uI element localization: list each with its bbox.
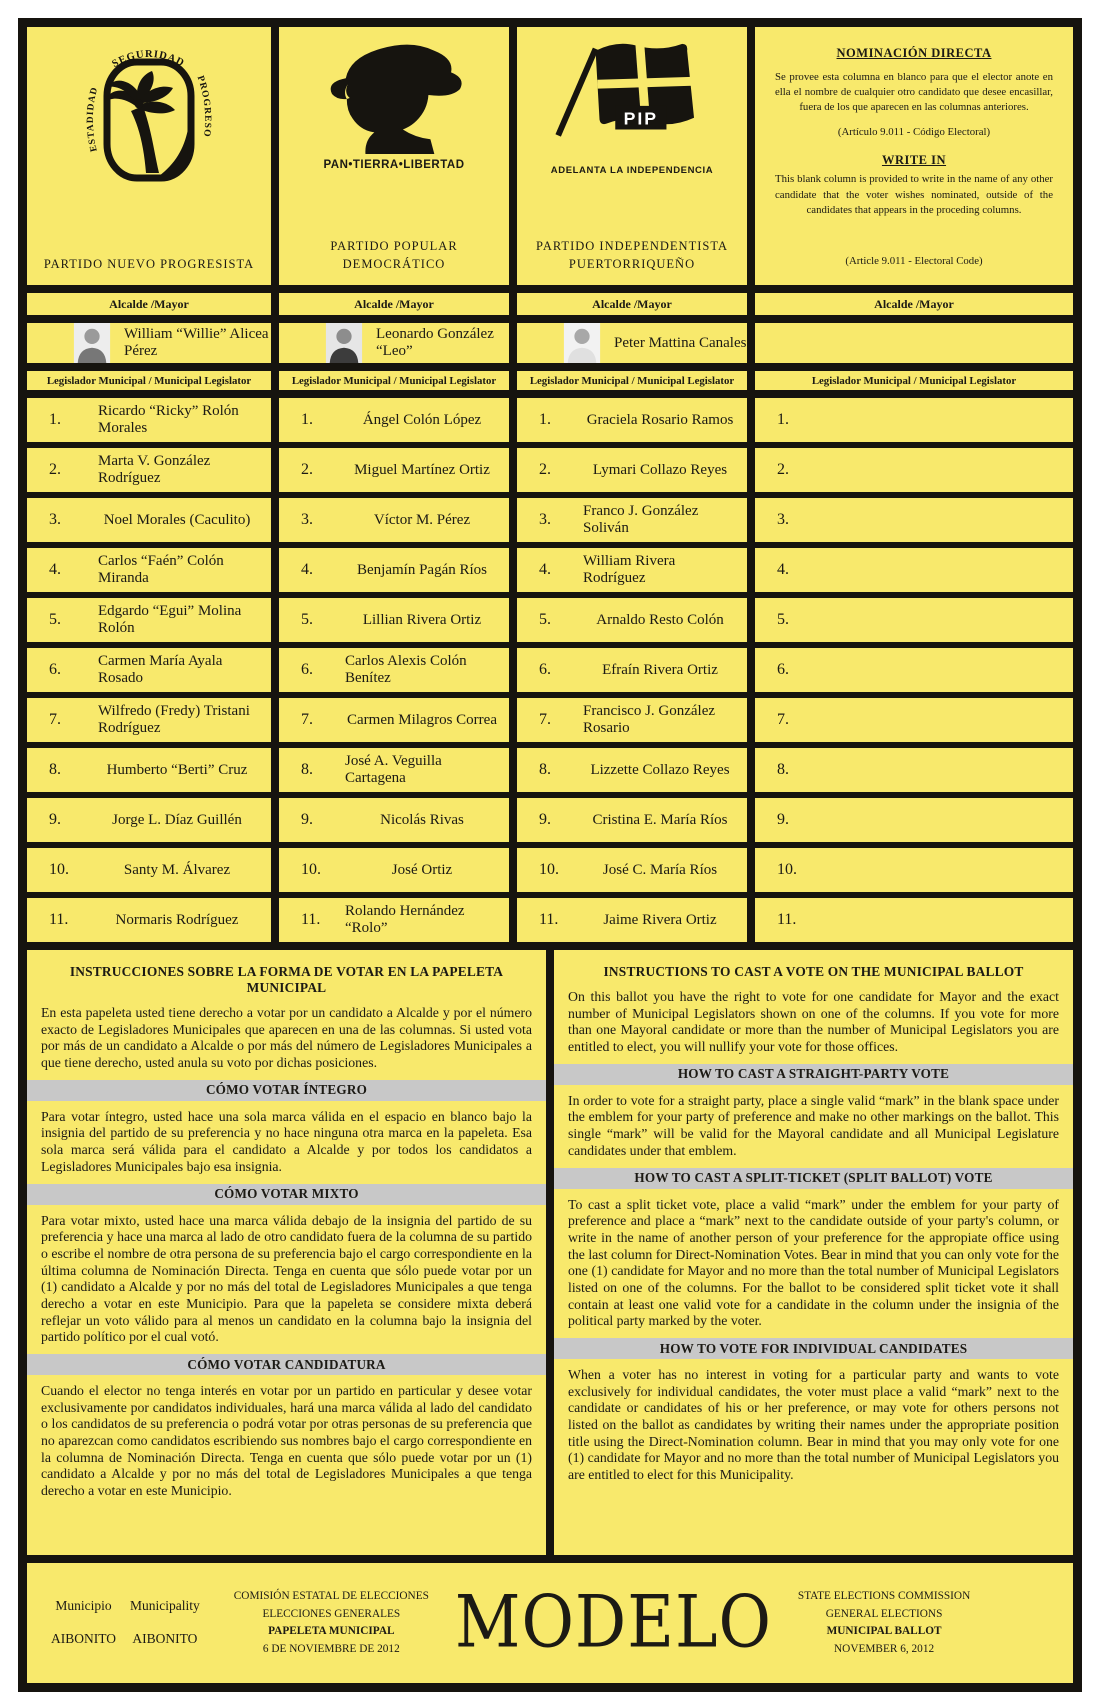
- candidate-name: Humberto “Berti” Cruz: [106, 761, 248, 778]
- mayor-photo: [563, 323, 601, 363]
- pnp-palm-tree-icon: [74, 35, 224, 195]
- instructions-spanish: [27, 950, 546, 1555]
- legislator-cell-pip-7[interactable]: [517, 698, 747, 742]
- position-number: 2.: [49, 461, 61, 478]
- candidate-name: Wilfredo (Fredy) Tristani Rodríguez: [98, 703, 250, 736]
- legislator-cell-pip-8[interactable]: [517, 748, 747, 792]
- position-number: 9.: [539, 811, 551, 828]
- write-in-cell-7[interactable]: [755, 698, 1073, 742]
- position-number: 1.: [49, 411, 61, 428]
- section-heading-individual: HOW TO VOTE FOR INDIVIDUAL CANDIDATES: [554, 1338, 1073, 1359]
- position-number: 10.: [539, 861, 559, 878]
- section-body-straight: In order to vote for a straight party, place a single valid “mark” in the blank space under the emblem for your party of preference and make no other markings on the ballot. This single “mark” will be valid for the Mayoral candidate and all Municipal Legislature candidates under that emblem.: [568, 1092, 1059, 1158]
- section-body-individual: When a voter has no interest in voting for a particular party and wants to vote exclusively for individual candidates, the voter must place a valid “mark” next to the candidate or candidates of his or her preference, or may vote for others persons not listed on the ballot as candidates by writing their names under the appropriate position title using the Direct-Nomination column. Bear in mind that you may only vote for one (1) candidate for Mayor and no more than the total number of Municipal Legislators you are entitled to elect for this Municipality.: [568, 1367, 1059, 1483]
- candidate-name: Marta V. González Rodríguez: [98, 453, 211, 486]
- candidate-name: Lizzette Collazo Reyes: [590, 761, 730, 778]
- write-in-title-en: WRITE IN: [881, 152, 947, 167]
- position-number: 11.: [539, 911, 559, 928]
- write-in-cite-es: (Artículo 9.011 - Código Electoral): [837, 125, 991, 138]
- position-number: 11.: [49, 911, 69, 928]
- candidate-name: Benjamín Pagán Ríos: [357, 561, 487, 578]
- mayor-header: Alcalde /Mayor: [755, 293, 1073, 315]
- candidate-name: Carmen Milagros Correa: [347, 711, 497, 728]
- candidate-name: Noel Morales (Caculito): [103, 511, 251, 528]
- instructions-title-en: INSTRUCTIONS TO CAST A VOTE ON THE MUNICIPAL BALLOT: [603, 964, 1024, 979]
- write-in-column-header[interactable]: [755, 27, 1073, 285]
- position-number: 6.: [49, 661, 61, 678]
- candidate-name: Franco J. González Soliván: [583, 503, 699, 536]
- legislator-cell-pip-11[interactable]: [517, 898, 747, 942]
- party-name-pnp: PARTIDO NUEVO PROGRESISTA: [43, 256, 255, 271]
- legislator-grid: [27, 398, 1073, 942]
- svg-text:ESTADIDAD: [86, 86, 101, 153]
- mayor-name: Peter Mattina Canales: [614, 334, 747, 351]
- legislator-cell-pnp-6[interactable]: [27, 648, 271, 692]
- position-number: 8.: [539, 761, 551, 778]
- candidate-name: Jorge L. Díaz Guillén: [112, 811, 242, 828]
- legislator-cell-ppd-4[interactable]: [279, 548, 509, 592]
- legislator-cell-pnp-5[interactable]: [27, 598, 271, 642]
- ballot-frame: [18, 18, 1082, 1692]
- position-number: 5.: [777, 611, 789, 628]
- legislator-cell-pnp-9[interactable]: [27, 798, 271, 842]
- legislator-cell-ppd-1[interactable]: [279, 398, 509, 442]
- municipio-label: Municipio: [55, 1598, 112, 1614]
- position-number: 4.: [301, 561, 313, 578]
- candidate-name: Lymari Collazo Reyes: [592, 461, 728, 478]
- candidate-name: Arnaldo Resto Colón: [596, 611, 724, 628]
- legislator-cell-ppd-11[interactable]: [279, 898, 509, 942]
- position-number: 2.: [539, 461, 551, 478]
- candidate-name: Carlos “Faén” Colón Miranda: [98, 553, 224, 586]
- legislator-cell-pnp-11[interactable]: [27, 898, 271, 942]
- legislator-header: Legislador Municipal / Municipal Legislator: [755, 371, 1073, 390]
- position-number: 9.: [49, 811, 61, 828]
- instructions-title-es: INSTRUCCIONES SOBRE LA FORMA DE VOTAR EN LA PAPELETA MUNICIPAL: [69, 964, 504, 995]
- legislator-cell-pnp-1[interactable]: [27, 398, 271, 442]
- cee-line: STATE ELECTIONS COMMISSION: [797, 1590, 971, 1602]
- municipality-block: [130, 1599, 200, 1647]
- write-in-cell-3[interactable]: [755, 498, 1073, 542]
- write-in-cell-5[interactable]: [755, 598, 1073, 642]
- candidate-name: Nicolás Rivas: [380, 811, 464, 828]
- cee-line: MUNICIPAL BALLOT: [826, 1625, 942, 1637]
- mayor-photo: [325, 323, 363, 363]
- municipio-value: AIBONITO: [51, 1631, 116, 1646]
- write-in-cell-4[interactable]: [755, 548, 1073, 592]
- municipio-block: [51, 1599, 116, 1647]
- position-number: 11.: [777, 911, 797, 928]
- pip-abbr: PIP: [623, 108, 659, 129]
- candidate-name: Jaime Rivera Ortiz: [603, 911, 717, 928]
- position-number: 1.: [301, 411, 313, 428]
- commission-block-es: [234, 1588, 429, 1658]
- instructions-intro-en: On this ballot you have the right to vote for one candidate for Mayor and the exact number of Municipal Legislators shown on one of the columns. If you vote for more than one Mayoral candidate or more than the number of Municipal Legislators you are entitled to elect, you will nullify your vote for those offices.: [568, 989, 1059, 1055]
- legislator-cell-ppd-8[interactable]: [279, 748, 509, 792]
- legislator-cell-ppd-9[interactable]: [279, 798, 509, 842]
- position-number: 5.: [301, 611, 313, 628]
- candidate-name: José C. María Ríos: [602, 861, 718, 878]
- section-body-mixto: Para votar mixto, usted hace una marca válida debajo de la insignia del partido de su preferencia y hace una marca al lado de otro candidato fuera de la columna de su partido o escribe el nombre de otra persona de su preferencia bajo el cargo correspondiente en la última columna de Nominación Directa. Tenga en cuenta que sólo puede votar por un (1) candidato a Alcalde y por no más del total de Legisladores Municipales a que tenga derecho a votar en este Municipio. Para que la papeleta se considere mixta deberá reflejar un voto válido para al menos un candidato en la columna bajo la insignia del partido político por el cual votó.: [41, 1212, 532, 1345]
- write-in-body-es: Se provee esta columna en blanco para que el elector anote en ella el nombre de cualquier otro candidato que desee encasillar, fuera de los que aparecen en las columnas anteriores.: [775, 70, 1053, 113]
- party-emblem-row: [27, 27, 1073, 285]
- municipality-value: AIBONITO: [132, 1631, 198, 1646]
- position-number: 11.: [301, 911, 321, 928]
- section-heading-mixto: CÓMO VOTAR MIXTO: [27, 1184, 546, 1205]
- candidate-name: Ángel Colón López: [362, 411, 482, 428]
- position-number: 10.: [777, 861, 797, 878]
- section-heading-split: HOW TO CAST A SPLIT-TICKET (SPLIT BALLOT) VOTE: [554, 1168, 1073, 1189]
- position-number: 5.: [539, 611, 551, 628]
- mayor-header-row: [27, 293, 1073, 315]
- candidate-name: Miguel Martínez Ortiz: [354, 461, 490, 478]
- candidate-name: Efraín Rivera Ortiz: [602, 661, 718, 678]
- pnp-word-top: SEGURIDAD: [110, 48, 187, 70]
- legislator-cell-ppd-3[interactable]: [279, 498, 509, 542]
- instructions-section: [27, 950, 1073, 1555]
- write-in-cell-11[interactable]: [755, 898, 1073, 942]
- position-number: 4.: [49, 561, 61, 578]
- candidate-name: Santy M. Álvarez: [123, 861, 231, 878]
- position-number: 6.: [777, 661, 789, 678]
- ppd-pava-icon: [310, 35, 478, 157]
- instructions-english: [554, 950, 1073, 1555]
- position-number: 6.: [301, 661, 313, 678]
- legislator-cell-pnp-3[interactable]: [27, 498, 271, 542]
- pnp-emblem: [74, 27, 224, 255]
- legislator-header: Legislador Municipal / Municipal Legislator: [517, 371, 747, 390]
- candidate-name: Carmen María Ayala Rosado: [98, 653, 223, 686]
- candidate-name: Graciela Rosario Ramos: [586, 411, 734, 428]
- section-body-integro: Para votar íntegro, usted hace una sola marca válida en el espacio en blanco bajo la insignia del partido de su preferencia y no hace ninguna otra marca en la papeleta. Esa sola marca será válida para el candidato a Alcalde y por todos los candidatos a Legisladores Municipales bajo esa insignia.: [41, 1108, 532, 1174]
- ballot-footer: [27, 1563, 1073, 1683]
- mayor-cell-write-in[interactable]: [755, 323, 1073, 363]
- position-number: 3.: [49, 511, 61, 528]
- position-number: 7.: [777, 711, 789, 728]
- mayor-header: Alcalde /Mayor: [27, 293, 271, 315]
- legislator-header: Legislador Municipal / Municipal Legislator: [279, 371, 509, 390]
- ppd-emblem: [310, 27, 478, 237]
- position-number: 8.: [777, 761, 789, 778]
- municipality-label: Municipality: [130, 1598, 200, 1614]
- position-number: 4.: [539, 561, 551, 578]
- cee-line: ELECCIONES GENERALES: [262, 1607, 401, 1620]
- legislator-cell-pip-3[interactable]: [517, 498, 747, 542]
- write-in-cell-9[interactable]: [755, 798, 1073, 842]
- position-number: 1.: [539, 411, 551, 428]
- section-heading-candidatura: CÓMO VOTAR CANDIDATURA: [27, 1354, 546, 1375]
- write-in-cite-en: (Article 9.011 - Electoral Code): [845, 254, 983, 267]
- candidate-name: William Rivera Rodríguez: [583, 553, 676, 586]
- write-in-cell-6[interactable]: [755, 648, 1073, 692]
- legislator-header: Legislador Municipal / Municipal Legislator: [27, 371, 271, 390]
- mayor-cell-ppd[interactable]: [279, 323, 509, 363]
- position-number: 9.: [777, 811, 789, 828]
- candidate-name: José A. Veguilla Cartagena: [345, 753, 442, 786]
- position-number: 3.: [301, 511, 313, 528]
- legislator-cell-pnp-7[interactable]: [27, 698, 271, 742]
- mayor-name: William “Willie” Alicea Pérez: [124, 326, 269, 359]
- legislator-cell-ppd-10[interactable]: [279, 848, 509, 892]
- legislator-cell-ppd-7[interactable]: [279, 698, 509, 742]
- candidate-name: José Ortiz: [391, 861, 453, 878]
- cee-line: NOVEMBER 6, 2012: [834, 1642, 935, 1655]
- candidate-name: Francisco J. González Rosario: [583, 703, 716, 736]
- ppd-motto: PAN•TIERRA•LIBERTAD: [323, 159, 465, 171]
- pnp-word-right: PROGRESO: [194, 74, 213, 138]
- position-number: 9.: [301, 811, 313, 828]
- cee-line: 6 DE NOVIEMBRE DE 2012: [262, 1642, 400, 1655]
- legislator-cell-pip-9[interactable]: [517, 798, 747, 842]
- legislator-cell-pip-4[interactable]: [517, 548, 747, 592]
- candidate-name: Edgardo “Egui” Molina Rolón: [98, 603, 242, 636]
- legislator-cell-pip-1[interactable]: [517, 398, 747, 442]
- section-body-candidatura: Cuando el elector no tenga interés en votar por un partido en particular y desee votar exclusivamente por candidatos individuales, hará una marca válida al lado del candidato o los candidatos de su preferencia o podrá votar por otras personas de su preferencia que no aparezcan como candidatos escribiendo sus nombres bajo el cargo correspondiente en la columna de Nominación Directa. Tenga en cuenta que sólo puede votar por un (1) candidato a Alcalde y por no más del total de Legisladores Municipales a que tenga derecho a votar en este Municipio.: [41, 1383, 532, 1499]
- legislator-cell-ppd-5[interactable]: [279, 598, 509, 642]
- instructions-intro-es: En esta papeleta usted tiene derecho a votar por un candidato a Alcalde y por el número exacto de Legisladores Municipales que aparecen en una de las columnas. Si usted vota por más de un candidato a Alcalde o por más del número de Legisladores Municipales a que tiene derecho, usted anula su voto por dichas posiciones.: [41, 1005, 532, 1071]
- cee-line: PAPELETA MUNICIPAL: [268, 1625, 395, 1637]
- position-number: 4.: [777, 561, 789, 578]
- mayor-cell-pip[interactable]: [517, 323, 747, 363]
- pip-flag-icon: [548, 35, 716, 161]
- candidate-name: Normaris Rodríguez: [115, 911, 239, 928]
- write-in-cell-1[interactable]: [755, 398, 1073, 442]
- legislator-cell-pip-6[interactable]: [517, 648, 747, 692]
- pnp-straight-vote-cell[interactable]: [27, 27, 271, 285]
- pip-motto: ADELANTA LA INDEPENDENCIA: [550, 165, 714, 176]
- position-number: 10.: [301, 861, 321, 878]
- commission-block-en: [798, 1588, 970, 1658]
- candidate-name: Carlos Alexis Colón Benítez: [345, 653, 467, 686]
- position-number: 7.: [49, 711, 61, 728]
- legislator-cell-pnp-2[interactable]: [27, 448, 271, 492]
- party-name-ppd: PARTIDO POPULAR DEMOCRÁTICO: [330, 238, 458, 271]
- position-number: 7.: [301, 711, 313, 728]
- write-in-cell-10[interactable]: [755, 848, 1073, 892]
- section-heading-straight: HOW TO CAST A STRAIGHT-PARTY VOTE: [554, 1064, 1073, 1085]
- position-number: 3.: [539, 511, 551, 528]
- candidate-name: Lillian Rivera Ortiz: [362, 611, 482, 628]
- position-number: 8.: [301, 761, 313, 778]
- pip-emblem: [548, 27, 716, 237]
- legislator-cell-pip-2[interactable]: [517, 448, 747, 492]
- position-number: 6.: [539, 661, 551, 678]
- legislator-cell-ppd-2[interactable]: [279, 448, 509, 492]
- ppd-straight-vote-cell[interactable]: [279, 27, 509, 285]
- legislator-cell-pnp-4[interactable]: [27, 548, 271, 592]
- party-name-pip: PARTIDO INDEPENDENTISTA PUERTORRIQUEÑO: [536, 238, 728, 271]
- position-number: 5.: [49, 611, 61, 628]
- position-number: 7.: [539, 711, 551, 728]
- legislator-cell-pnp-10[interactable]: [27, 848, 271, 892]
- legislator-header-row: [27, 371, 1073, 390]
- legislator-cell-ppd-6[interactable]: [279, 648, 509, 692]
- svg-text:PROGRESO: [195, 75, 212, 138]
- legislator-cell-pip-10[interactable]: [517, 848, 747, 892]
- write-in-body-en: This blank column is provided to write in the name of any other candidate that the voter wishes nominated, outside of the candidates that appears in the proceding columns.: [775, 173, 1053, 216]
- position-number: 2.: [301, 461, 313, 478]
- mayor-candidate-row: [27, 323, 1073, 363]
- cee-line: COMISIÓN ESTATAL DE ELECCIONES: [233, 1590, 429, 1602]
- mayor-name: Leonardo González “Leo”: [376, 326, 494, 359]
- cee-line: GENERAL ELECTIONS: [825, 1607, 943, 1620]
- candidate-name: Rolando Hernández “Rolo”: [345, 903, 465, 936]
- position-number: 10.: [49, 861, 69, 878]
- position-number: 1.: [777, 411, 789, 428]
- section-heading-integro: CÓMO VOTAR ÍNTEGRO: [27, 1080, 546, 1101]
- pnp-word-left: ESTADIDAD: [85, 85, 101, 153]
- candidate-name: Víctor M. Pérez: [373, 511, 471, 528]
- write-in-cell-8[interactable]: [755, 748, 1073, 792]
- modelo-watermark: MODELO: [454, 1581, 772, 1665]
- mayor-photo: [73, 323, 111, 363]
- mayor-header: Alcalde /Mayor: [517, 293, 747, 315]
- candidate-name: Ricardo “Ricky” Rolón Morales: [98, 403, 239, 436]
- legislator-cell-pnp-8[interactable]: [27, 748, 271, 792]
- candidate-name: Cristina E. María Ríos: [592, 811, 728, 828]
- write-in-cell-2[interactable]: [755, 448, 1073, 492]
- position-number: 8.: [49, 761, 61, 778]
- write-in-title-es: NOMINACIÓN DIRECTA: [836, 46, 992, 60]
- mayor-cell-pnp[interactable]: [27, 323, 271, 363]
- position-number: 3.: [777, 511, 789, 528]
- position-number: 2.: [777, 461, 789, 478]
- legislator-cell-pip-5[interactable]: [517, 598, 747, 642]
- mayor-header: Alcalde /Mayor: [279, 293, 509, 315]
- section-body-split: To cast a split ticket vote, place a valid “mark” under the emblem for your party of preference and place a “mark” next to the candidate outside of your party's column, or write in the name of another person of your preference for the appropiate office using the last column for Direct-Nomination Votes. Bear in mind that you can only vote for the one (1) candidate for Mayor and no more than the total number of Municipal Legislators listed on one of the columns. For the ballot to be considered split ticket vote it shall contain at least one valid vote for a candidate in the column under the insignia of the political party marked by the voter.: [568, 1196, 1059, 1329]
- pip-straight-vote-cell[interactable]: [517, 27, 747, 285]
